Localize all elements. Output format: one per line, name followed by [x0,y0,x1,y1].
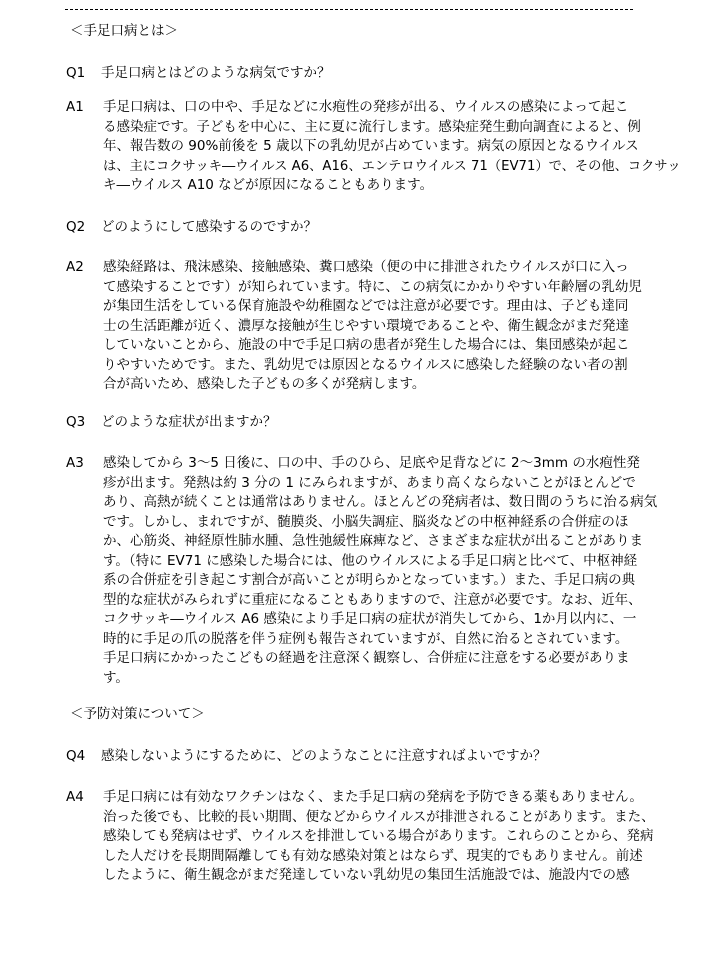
answer-line: あり、高熱が続くことは通常はありません。ほとんどの発病者は、数日間のうちに治る病気 [103,494,658,510]
answer-label: A4 [66,789,84,805]
answer-body [103,454,686,688]
answer-line: です。しかし、まれですが、髄膜炎、小脳失調症、脳炎などの中枢神経系の合併症のほ [103,513,629,530]
answer-line: 系の合併症を引き起こす割合が高いことが明らかとなっています。）また、手足口病の典 [103,572,636,588]
answer-line: 治った後でも、比較的長い期間、便などからウイルスが排泄されることがあります。また、 [103,808,655,825]
question-label: Q1 [66,65,86,81]
answer-3 [66,454,686,688]
answer-line: コクサッキ―ウイルス A6 感染により手足口病の症状が消失してから、1か月以内に、一 [103,611,637,627]
answer-label: A2 [66,259,84,275]
answer-line: りやすいためです。また、乳幼児では原因となるウイルスに感染した経験のない者の割 [103,356,628,373]
question-4 [66,747,547,766]
answer-line: が集団生活をしている保育施設や幼稚園などでは注意が必要です。理由は、子ども達同 [103,298,629,314]
answer-line: 手足口病は、口の中や、手足などに水疱性の発疹が出る、ウイルスの感染によって起こ [103,99,629,115]
question-label: Q3 [66,414,86,430]
answer-line: す。（特に EV71 に感染した場合には、他のウイルスによる手足口病と比べて、中枢神経 [103,552,638,569]
answer-1 [66,98,686,196]
answer-line: 感染してから 3～5 日後に、口の中、手のひら、足底や足背などに 2～3mm の水疱性発 [103,455,640,471]
answer-line: は、主にコクサッキ―ウイルス A6、A16、エンテロウイルス 71（EV71）で、その他、コクサッ [103,158,681,174]
answer-line: していないことから、施設の中で手足口病の患者が発生した場合には、集団感染が起こ [103,337,630,353]
answer-line: 手足口病にかかったこどもの経過を注意深く観察し、合併症に注意をする必要がありま [103,650,630,666]
answer-line: 手足口病には有効なワクチンはなく、また手足口病の発病を予防できる薬もありません。 [103,789,643,805]
answer-line: 年、報告数の 90%前後を 5 歳以下の乳幼児が占めています。病気の原因となるウイルス [103,138,639,154]
answer-line: した人だけを長期間隔離しても有効な感染対策とはならず、現実的でもありません。前述 [103,847,643,864]
answer-line: 型的な症状がみられずに重症になることもありますので、注意が必要です。なお、近年、 [103,591,642,608]
question-1 [66,64,331,83]
answer-line: 士の生活距離が近く、濃厚な接触が生じやすい環境であることや、衛生観念がまだ発達 [103,317,629,334]
question-2 [66,218,317,237]
answer-label: A3 [66,455,84,471]
answer-line: 合が高いため、感染した子どもの多くが発病します。 [103,376,426,392]
answer-line: る感染症です。子どもを中心に、主に夏に流行します。感染症発生動向調査によると、例 [103,118,641,135]
answer-line: か、心筋炎、神経原性肺水腫、急性弛緩性麻痺など、さまざまな症状が出ることがありま [103,533,643,549]
section-heading-about: ＜手足口病とは＞ [70,23,178,39]
answer-body [103,98,686,196]
top-dashed-rule [65,9,633,10]
answer-label: A1 [66,99,84,115]
answer-body [103,258,686,395]
answer-line: キ―ウイルス A10 などが原因になることもあります。 [103,177,434,193]
answer-line: 感染経路は、飛沫感染、接触感染、糞口感染（便の中に排泄されたウイルスが口に入っ [103,259,629,275]
answer-line: 疹が出ます。発熱は約 3 分の 1 にみられますが、あまり高くならないことがほとんどで [103,474,636,491]
answer-line: 時的に手足の爪の脱落を伴う症例も報告されていますが、自然に治るとされています。 [103,630,629,647]
answer-2 [66,258,686,395]
answer-line: て感染することです）が知られています。特に、この病気にかかりやすい年齢層の乳幼児 [103,278,642,295]
answer-line: したように、衛生観念がまだ発達していない乳幼児の集団生活施設では、施設内での感 [103,867,630,883]
section-heading-prevention: ＜予防対策について＞ [70,706,205,722]
answer-4 [66,788,686,886]
question-text: どのようにして感染するのですか？ [101,219,317,235]
question-text: 手足口病とはどのような病気ですか？ [101,65,331,81]
question-label: Q4 [66,748,86,764]
question-text: どのような症状が出ますか？ [101,414,277,430]
answer-body [103,788,686,886]
question-text: 感染しないようにするために、どのようなことに注意すればよいですか？ [101,748,547,764]
question-3 [66,413,277,432]
answer-line: 感染しても発病はせず、ウイルスを排泄している場合があります。これらのことから、発病 [103,828,654,844]
answer-line: す。 [103,669,129,686]
question-label: Q2 [66,219,86,235]
